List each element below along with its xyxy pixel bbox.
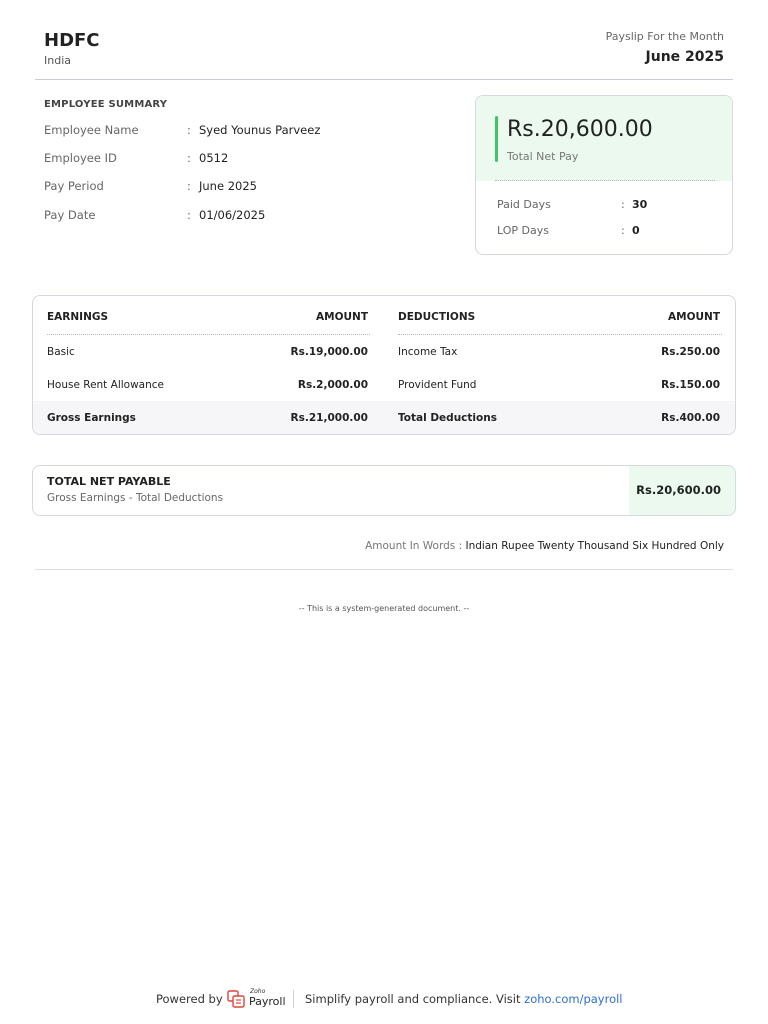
company-country: India	[44, 54, 71, 67]
zoho-payroll-logo-icon	[226, 989, 246, 1009]
net-row-value: 30	[632, 198, 648, 211]
summary-value: Syed Younus Parveez	[199, 123, 321, 137]
total-deductions-label: Total Deductions	[398, 412, 497, 424]
earnings-deductions-table	[32, 295, 736, 435]
summary-colon: :	[187, 151, 191, 165]
deductions-header: DEDUCTIONS	[398, 311, 476, 323]
net-row-paid-days	[497, 198, 717, 214]
net-row-colon: :	[621, 198, 625, 211]
earnings-header-rule	[47, 334, 370, 335]
summary-row-employee-name	[44, 123, 444, 139]
earnings-header: EARNINGS	[47, 311, 109, 323]
net-row-value: 0	[632, 224, 640, 237]
zoho-payroll-link[interactable]: zoho.com/payroll	[524, 992, 623, 1006]
footer-tagline-text: Simplify payroll and compliance. Visit	[305, 992, 525, 1006]
employee-summary-title: EMPLOYEE SUMMARY	[44, 99, 168, 110]
net-pay-accent-bar	[495, 116, 498, 162]
powered-by-text: Powered by	[156, 992, 223, 1006]
summary-colon: :	[187, 179, 191, 193]
deduction-name: Provident Fund	[398, 379, 477, 391]
summary-row-employee-id	[44, 151, 444, 167]
earning-name: House Rent Allowance	[47, 379, 164, 391]
payslip-month-label: Payslip For the Month	[605, 30, 724, 43]
earning-amount: Rs.2,000.00	[297, 379, 368, 391]
net-payable-subtitle: Gross Earnings - Total Deductions	[47, 492, 224, 504]
amount-in-words	[365, 540, 724, 552]
net-payable-title: TOTAL NET PAYABLE	[47, 475, 171, 488]
net-row-lop-days	[497, 224, 717, 240]
deduction-amount: Rs.250.00	[661, 346, 720, 358]
footer-tagline	[305, 992, 623, 1006]
header-divider	[35, 79, 733, 80]
net-row-label: LOP Days	[497, 224, 549, 237]
zoho-brand-small: Zoho	[250, 988, 266, 995]
net-row-label: Paid Days	[497, 198, 551, 211]
summary-value: June 2025	[199, 179, 257, 193]
totals-row-background	[33, 401, 735, 435]
footer-separator	[293, 990, 294, 1008]
summary-value: 0512	[199, 151, 229, 165]
summary-label: Employee Name	[44, 123, 139, 137]
net-payable-amount: Rs.20,600.00	[636, 483, 721, 497]
deductions-amount-header: AMOUNT	[668, 311, 720, 323]
earning-name: Basic	[47, 346, 75, 358]
summary-label: Pay Period	[44, 179, 104, 193]
company-name: HDFC	[44, 30, 100, 51]
gross-earnings-label: Gross Earnings	[47, 412, 136, 424]
footer	[0, 988, 768, 1010]
summary-row-pay-date	[44, 208, 444, 224]
earning-amount: Rs.19,000.00	[290, 346, 368, 358]
total-net-payable-card	[32, 465, 736, 516]
net-pay-divider	[495, 180, 715, 181]
words-divider	[35, 569, 733, 570]
deductions-header-rule	[398, 334, 722, 335]
net-pay-card	[475, 95, 733, 255]
summary-colon: :	[187, 208, 191, 222]
deduction-amount: Rs.150.00	[661, 379, 720, 391]
summary-label: Employee ID	[44, 151, 117, 165]
net-row-colon: :	[621, 224, 625, 237]
summary-row-pay-period	[44, 179, 444, 195]
summary-colon: :	[187, 123, 191, 137]
system-generated-note: -- This is a system-generated document. --	[298, 604, 470, 613]
gross-earnings-amount: Rs.21,000.00	[290, 412, 368, 424]
amount-in-words-label: Amount In Words :	[365, 540, 466, 552]
net-pay-label: Total Net Pay	[507, 150, 579, 163]
summary-value: 01/06/2025	[199, 208, 266, 222]
net-pay-amount: Rs.20,600.00	[507, 117, 653, 142]
payslip-month-value: June 2025	[645, 49, 724, 65]
total-deductions-amount: Rs.400.00	[661, 412, 720, 424]
deduction-name: Income Tax	[398, 346, 458, 358]
earnings-amount-header: AMOUNT	[316, 311, 368, 323]
zoho-payroll-brand: Payroll	[249, 995, 286, 1008]
summary-label: Pay Date	[44, 208, 96, 222]
amount-in-words-value: Indian Rupee Twenty Thousand Six Hundred Only	[465, 540, 724, 552]
